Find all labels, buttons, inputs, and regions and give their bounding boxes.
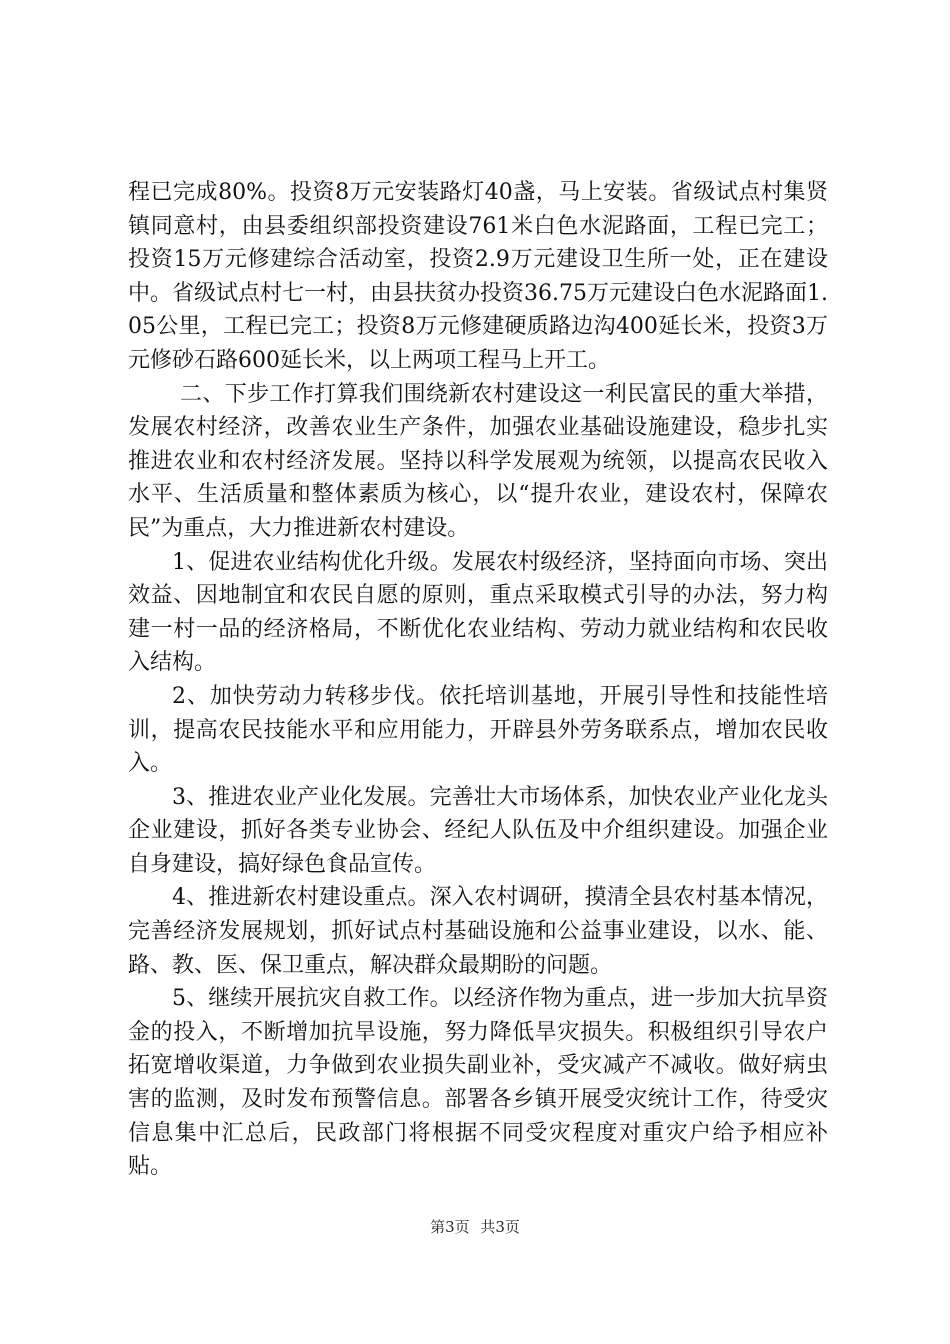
paragraph-continuation: 程已完成80%。投资8万元安装路灯40盏，马上安装。省级试点村集贤镇同意村，由县委组织部投资建设761米白色水泥路面，工程已完工；投资15万元修建综合活动室，投资2.9万元建设卫生所一处，正在建设中。省级试点村七一村，由县扶贫办投资36.75万元建设白色水泥路面1.05公里，工程已完工；投资8万元修建硬质路边沟400延长米，投资3万元修砂石路600延长米，以上两项工程马上开工。: [128, 180, 828, 373]
paragraph-item-4: 4、推进新农村建设重点。深入农村调研，摸清全县农村基本情况，完善经济发展规划，抓好试点村基础设施和公益事业建设，以水、能、路、教、医、保卫重点，解决群众最期盼的问题。: [128, 885, 828, 978]
page-total: 共3页: [480, 1218, 520, 1236]
document-body: [128, 176, 828, 1184]
paragraph-item-2: 2、加快劳动力转移步伐。依托培训基地，开展引导性和技能性培训，提高农民技能水平和应用能力，开辟县外劳务联系点，增加农民收入。: [128, 683, 828, 777]
paragraph-item-3: 3、推进农业产业化发展。完善壮大市场体系，加快农业产业化龙头企业建设，抓好各类专业协会、经纪人队伍及中介组织建设。加强企业自身建设，搞好绿色食品宣传。: [128, 784, 828, 877]
page-number: 第3页: [430, 1218, 470, 1236]
paragraph-item-1: 1、促进农业结构优化升级。发展农村级经济，坚持面向市场、突出效益、因地制宜和农民自愿的原则，重点采取模式引导的办法，努力构建一村一品的经济格局，不断优化农业结构、劳动力就业结构和农民收入结构。: [128, 549, 828, 676]
paragraph-section-two: 二、下步工作打算我们围绕新农村建设这一利民富民的重大举措，发展农村经济，改善农业生产条件，加强农业基础设施建设，稳步扎实推进农业和农村经济发展。坚持以科学发展观为统领，以提高农民收入水平、生活质量和整体素质为核心，以“提升农业，建设农村，保障农民”为重点，大力推进新农村建设。: [128, 381, 828, 541]
paragraph-item-5: 5、继续开展抗灾自救工作。以经济作物为重点，进一步加大抗旱资金的投入，不断增加抗旱设施，努力降低旱灾损失。积极组织引导农户拓宽增收渠道，力争做到农业损失副业补，受灾减产不减收。做好病虫害的监测，及时发布预警信息。部署各乡镇开展受灾统计工作，待受灾信息集中汇总后，民政部门将根据不同受灾程度对重灾户给予相应补贴。: [128, 986, 828, 1180]
page-footer: [0, 1216, 950, 1237]
